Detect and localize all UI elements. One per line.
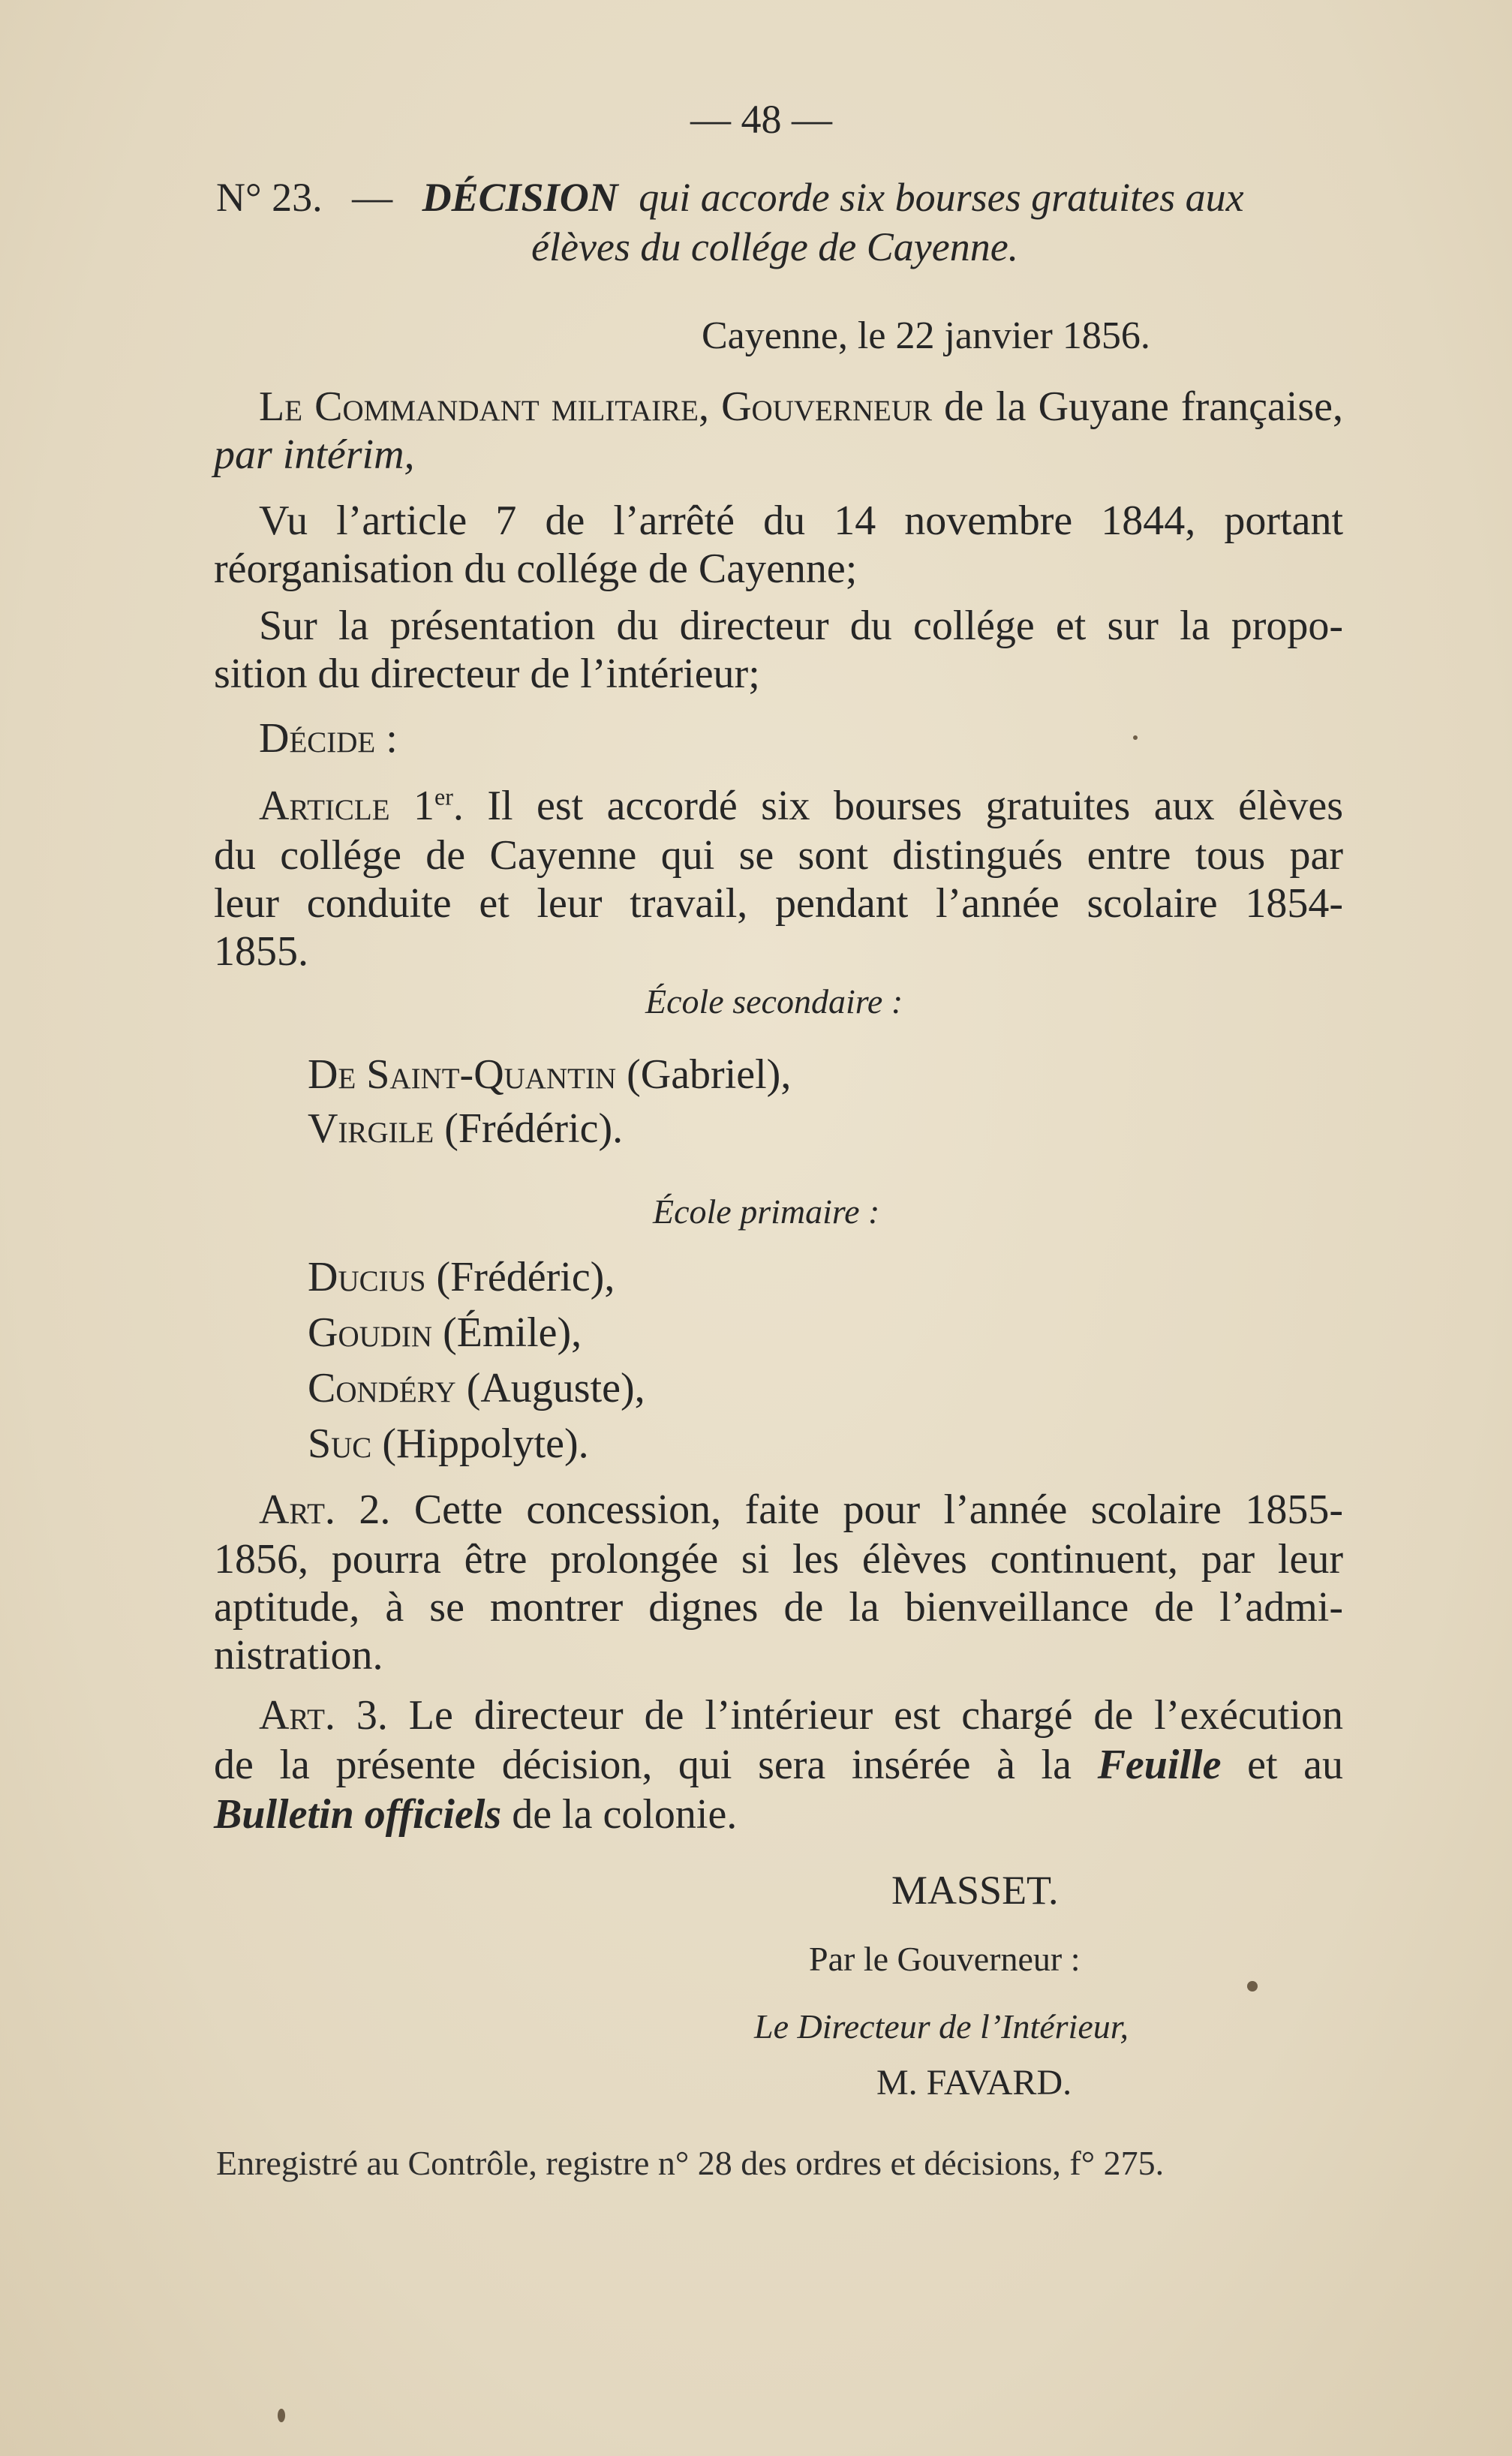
vu-line2: réorganisation du collége de Cayenne; bbox=[214, 546, 858, 592]
student-given-name: (Émile), bbox=[432, 1309, 582, 1356]
article1-line3: leur conduite et leur travail, pendant l’année scolaire 1854- bbox=[214, 880, 1343, 927]
decision-title-rest: qui accorde six bourses gratuites aux bbox=[639, 175, 1244, 220]
article3-line2 bbox=[214, 1741, 1343, 1789]
ecole-secondaire-heading: École secondaire : bbox=[645, 982, 903, 1021]
student-entry bbox=[308, 1051, 791, 1099]
article3-line2-end: et au bbox=[1221, 1742, 1343, 1788]
article3-line3-end: de la colonie. bbox=[501, 1791, 738, 1838]
article3-label: Art. 3. bbox=[259, 1692, 388, 1739]
article3-line3 bbox=[214, 1790, 737, 1838]
commandant-title: Le Commandant militaire bbox=[259, 383, 699, 430]
decision-heading-line2: élèves du collége de Cayenne. bbox=[531, 224, 1019, 269]
decision-title-word: DÉCISION bbox=[422, 175, 618, 220]
paper-speck bbox=[278, 2409, 285, 2422]
student-surname: Goudin bbox=[308, 1309, 433, 1356]
paper-speck bbox=[1247, 1981, 1258, 1992]
student-entry bbox=[308, 1420, 589, 1468]
student-surname: Virgile bbox=[308, 1105, 434, 1152]
intro-line1 bbox=[259, 383, 1343, 431]
sur-line2: sition du directeur de l’intérieur; bbox=[214, 651, 760, 697]
sur-line1: Sur la présentation du directeur du collége et sur la propo- bbox=[259, 603, 1343, 649]
article1-text: . Il est accordé six bourses gratuites aux élèves bbox=[452, 783, 1343, 829]
student-given-name: (Frédéric). bbox=[434, 1105, 624, 1152]
student-surname: De Saint-Quantin bbox=[308, 1051, 617, 1098]
paper-speck bbox=[1133, 735, 1138, 740]
ecole-primaire-heading: École primaire : bbox=[653, 1192, 880, 1231]
student-given-name: (Hippolyte). bbox=[371, 1420, 589, 1467]
article1-line2: du collége de Cayenne qui se sont distingués entre tous par bbox=[214, 832, 1343, 879]
decision-number: N° 23. bbox=[216, 175, 323, 220]
article1-superscript: er bbox=[434, 783, 453, 810]
article2-label: Art. 2. bbox=[259, 1487, 391, 1533]
registration-note: Enregistré au Contrôle, registre n° 28 des ordres et décisions, f° 275. bbox=[216, 2144, 1165, 2182]
article1-line1 bbox=[259, 782, 1343, 830]
director-name: M. FAVARD. bbox=[876, 2063, 1072, 2103]
article3-line1 bbox=[259, 1691, 1343, 1739]
intro-rest: de la Guyane française, bbox=[932, 383, 1343, 430]
directeur-title: Le Directeur de l’Intérieur, bbox=[754, 2007, 1129, 2046]
vu-line1: Vu l’article 7 de l’arrêté du 14 novembre 1844, portant bbox=[259, 498, 1343, 544]
article3-text: Le directeur de l’intérieur est chargé de l’exécution bbox=[387, 1692, 1343, 1739]
bulletin-title: Bulletin officiels bbox=[214, 1791, 502, 1838]
student-surname: Suc bbox=[308, 1420, 372, 1467]
page-number: — 48 — bbox=[690, 97, 832, 142]
par-le-gouverneur: Par le Gouverneur : bbox=[809, 1940, 1081, 1978]
heading-dash: — bbox=[352, 175, 393, 220]
article1-line4: 1855. bbox=[214, 928, 308, 975]
article2-line1 bbox=[259, 1486, 1343, 1534]
student-entry bbox=[308, 1364, 645, 1412]
dateline: Cayenne, le 22 janvier 1856. bbox=[702, 314, 1150, 357]
signature-name: MASSET. bbox=[891, 1868, 1059, 1913]
student-surname: Condéry bbox=[308, 1365, 456, 1411]
intro-comma: , bbox=[698, 383, 722, 430]
intro-line2: par intérim, bbox=[214, 431, 415, 478]
article2-line3: aptitude, à se montrer dignes de la bienveillance de l’admi- bbox=[214, 1584, 1343, 1631]
student-entry bbox=[308, 1309, 582, 1357]
gouverneur-title: Gouverneur bbox=[721, 383, 933, 430]
student-given-name: (Gabriel), bbox=[616, 1051, 792, 1098]
decide-heading: Décide : bbox=[259, 715, 398, 762]
article2-line2: 1856, pourra être prolongée si les élèves continuent, par leur bbox=[214, 1536, 1343, 1583]
article2-line4: nistration. bbox=[214, 1632, 383, 1679]
student-given-name: (Auguste), bbox=[455, 1365, 645, 1411]
article3-line2-start: de la présente décision, qui sera insérée à la bbox=[214, 1742, 1098, 1788]
feuille-title: Feuille bbox=[1097, 1742, 1222, 1788]
student-entry bbox=[308, 1105, 623, 1153]
student-entry bbox=[308, 1253, 615, 1301]
article1-label: Article 1 bbox=[259, 783, 435, 829]
student-surname: Ducius bbox=[308, 1254, 426, 1300]
article2-text: Cette concession, faite pour l’année scolaire 1855- bbox=[390, 1487, 1343, 1533]
student-given-name: (Frédéric), bbox=[425, 1254, 615, 1300]
decision-heading-line1 bbox=[216, 174, 1244, 221]
